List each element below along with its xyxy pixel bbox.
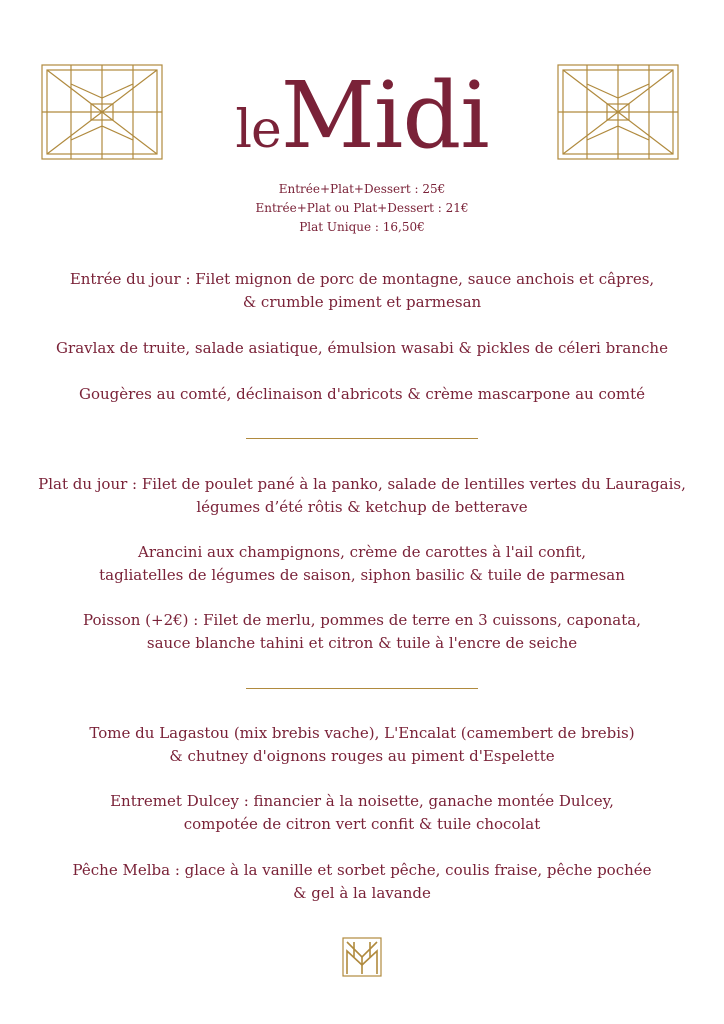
section-divider xyxy=(246,688,478,689)
menu-item-dessert xyxy=(0,790,724,836)
price-list xyxy=(0,180,724,237)
menu-item-dessert xyxy=(0,722,724,768)
menu-item-line: tagliatelles de légumes de saison, siphon basilic & tuile de parmesan xyxy=(99,566,625,584)
menu-item-dessert xyxy=(0,859,724,905)
menu-item-entree xyxy=(0,337,724,360)
section-divider xyxy=(246,438,478,439)
menu-item-line: légumes d’été rôtis & ketchup de betterave xyxy=(196,498,528,516)
menu-item-line: Entremet Dulcey : financier à la noisette, ganache montée Dulcey, xyxy=(110,792,614,810)
menu-item-line: & chutney d'oignons rouges au piment d'Espelette xyxy=(169,747,555,765)
menu-item-line: Poisson (+2€) : Filet de merlu, pommes de terre en 3 cuissons, caponata, xyxy=(83,611,641,629)
menu-item-line: Tome du Lagastou (mix brebis vache), L'Encalat (camembert de brebis) xyxy=(89,724,635,742)
menu-item-entree xyxy=(0,268,724,314)
menu-item-plat xyxy=(0,473,724,519)
menu-item-line: & gel à la lavande xyxy=(293,884,431,902)
price-line: Entrée+Plat+Dessert : 25€ xyxy=(278,182,446,196)
menu-item-entree xyxy=(0,383,724,406)
menu-item-line: sauce blanche tahini et citron & tuile à l'encre de seiche xyxy=(146,634,578,652)
menu-item-line: Gravlax de truite, salade asiatique, émulsion wasabi & pickles de céleri branche xyxy=(56,339,668,357)
title-le: le xyxy=(235,100,281,160)
menu-item-plat xyxy=(0,541,724,587)
menu-item-plat xyxy=(0,609,724,655)
menu-item-line: Plat du jour : Filet de poulet pané à la panko, salade de lentilles vertes du Lauragais, xyxy=(38,475,686,493)
price-line: Entrée+Plat ou Plat+Dessert : 21€ xyxy=(255,201,469,215)
price-line: Plat Unique : 16,50€ xyxy=(299,220,425,234)
title-midi: Midi xyxy=(280,62,489,169)
monogram-logo-icon xyxy=(342,937,382,977)
menu-item-line: & crumble piment et parmesan xyxy=(242,293,482,311)
menu-item-line: compotée de citron vert confit & tuile chocolat xyxy=(183,815,541,833)
menu-item-line: Entrée du jour : Filet mignon de porc de montagne, sauce anchois et câpres, xyxy=(69,270,655,288)
menu-item-line: Arancini aux champignons, crème de carottes à l'ail confit, xyxy=(137,543,586,561)
restaurant-title xyxy=(0,62,724,169)
menu-item-line: Gougères au comté, déclinaison d'abricots & crème mascarpone au comté xyxy=(78,385,645,403)
menu-item-line: Pêche Melba : glace à la vanille et sorbet pêche, coulis fraise, pêche pochée xyxy=(72,861,652,879)
